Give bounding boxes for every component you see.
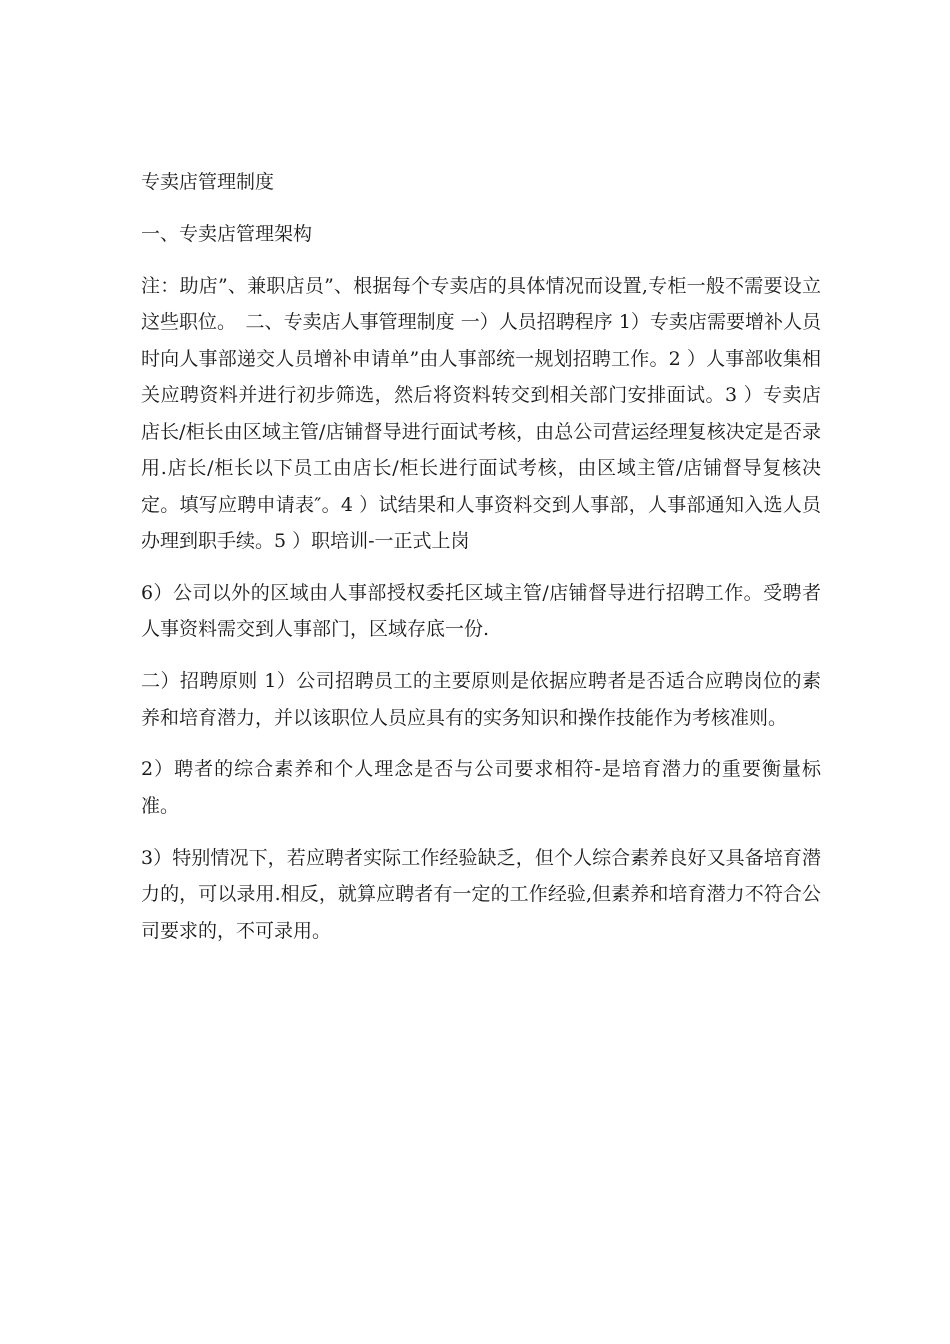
paragraph-principle-3: 3）特别情况下，若应聘者实际工作经验缺乏，但个人综合素养良好又具备培育潜力的，可以录用.相反，就算应聘者有一定的工作经验,但素养和培育潜力不符合公司要求的，不可录用。 xyxy=(141,846,821,942)
section-heading-structure: 一、专卖店管理架构 xyxy=(141,222,313,245)
paragraph-regional-recruitment: 6）公司以外的区域由人事部授权委托区域主管/店铺督导进行招聘工作。受聘者人事资料需交到人事部门，区域存底一份. xyxy=(141,581,821,641)
document-body xyxy=(141,164,821,965)
paragraph-principle-2: 2）聘者的综合素养和个人理念是否与公司要求相符-是培育潜力的重要衡量标准。 xyxy=(141,758,821,817)
paragraph-recruitment-procedure: 注：助店”、兼职店员”、根据每个专卖店的具体情况而设置,专柜一般不需要设立这些职位。 二、专卖店人事管理制度 一）人员招聘程序 1）专卖店需要增补人员时向人事部递交人员增补申请单”由人事部统一规划招聘工作。2 ）人事部收集相关应聘资料并进行初步筛选，然后将资料转交到相关部门安排面试。3 ）专卖店店长/柜长由区域主管/店铺督导进行面试考核，由总公司营运经理复核决定是否录用.店长/柜长以下员工由店长/柜长进行面试考核，由区域主管/店铺督导复核决定。填写应聘申请表″。4 ）试结果和人事资料交到人事部，人事部通知入选人员办理到职手续。5 ）职培训-一正式上岗 xyxy=(141,274,821,553)
paragraph-recruitment-principles: 二）招聘原则 1）公司招聘员工的主要原则是依据应聘者是否适合应聘岗位的素养和培育潜力，并以该职位人员应具有的实务知识和操作技能作为考核准则。 xyxy=(141,670,821,729)
document-title: 专卖店管理制度 xyxy=(141,171,275,193)
